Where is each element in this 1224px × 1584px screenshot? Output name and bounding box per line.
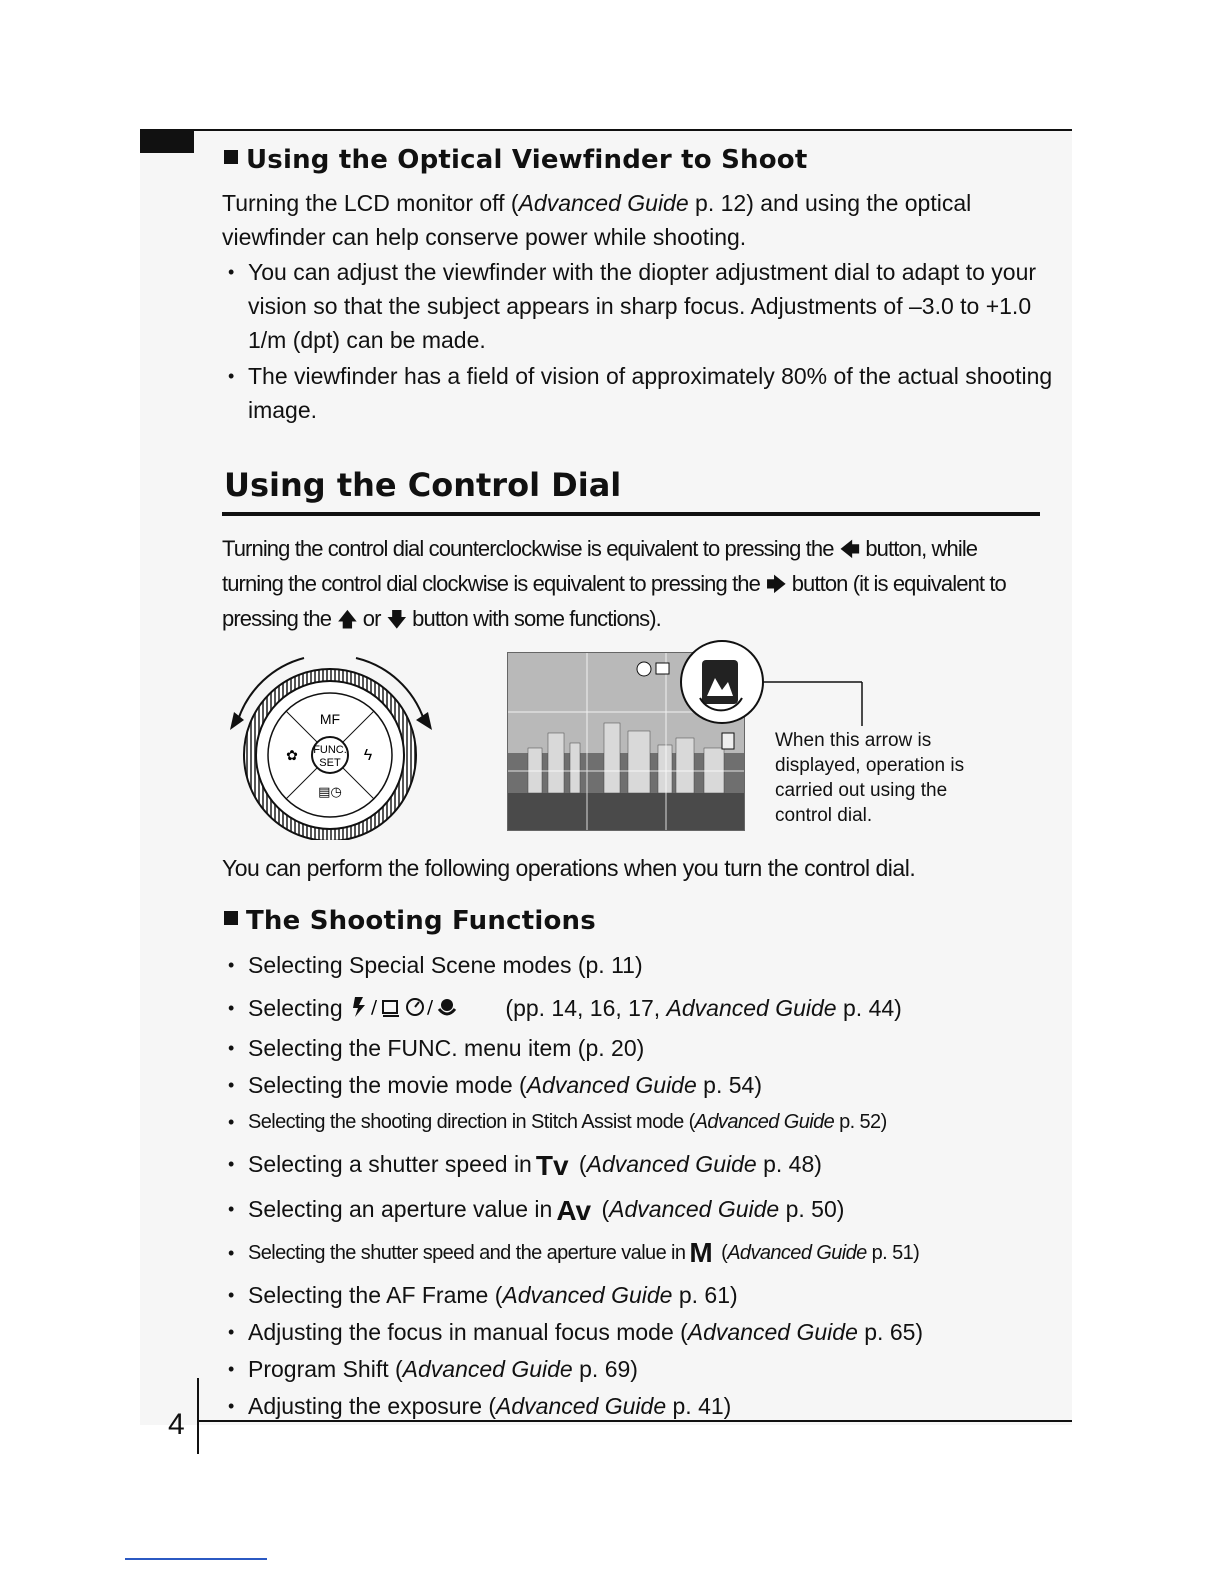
shooting-functions-list (226, 948, 1066, 1426)
viewfinder-intro: Turning the LCD monitor off (Advanced Guide p. 12) and using the optical viewfinder can help conserve power while shooting. (222, 190, 972, 250)
viewfinder-bullet-list (226, 255, 1066, 427)
set-label: SET (319, 757, 341, 769)
footer-vertical-rule (197, 1378, 199, 1454)
top-rule (140, 129, 1072, 131)
list-item: • Program Shift (Advanced Guide p. 69) (226, 1352, 1066, 1386)
square-bullet-icon (224, 150, 238, 164)
control-dial-description: Turning the control dial counterclockwise is equivalent to pressing the 🡄 button, while turning the control dial clockwise is equivalent to pressing the 🡆 button (it is equivalent to pressing the 🡅 or 🡇 button with some functions). (222, 536, 1006, 631)
callout-magnifier (676, 638, 876, 730)
mode-indicator-icon (702, 660, 738, 704)
shake-warning-icon (722, 733, 734, 749)
clockwise-arrow-icon (416, 712, 432, 730)
flash-icon: ϟ (363, 747, 373, 764)
flash-drive-selftimer-macro-icons (349, 994, 499, 1028)
page-number: 4 (168, 1408, 185, 1441)
func-label: FUNC. (313, 744, 347, 756)
footer-rule (197, 1420, 1072, 1422)
control-dial-illustration (226, 650, 436, 840)
list-item: • The viewfinder has a field of vision of approximately 80% of the actual shooting image. (226, 359, 1066, 427)
control-dial-heading: Using the Control Dial (224, 466, 622, 504)
drive-selftimer-icon: ▤◷ (318, 784, 342, 799)
svg-text:/: / (427, 997, 434, 1018)
shooting-functions-heading: The Shooting Functions (224, 906, 596, 936)
list-item: • Selecting / / (pp. 14, 16, 17, Advanced Guide p. 44) (226, 991, 1066, 1028)
list-item: • You can adjust the viewfinder with the diopter adjustment dial to adapt to your vision so that the subject appears in sharp focus. Adjustments of –3.0 to +1.0 1/m (dpt) can be made. (226, 255, 1066, 357)
list-item: • Selecting the AF Frame (Advanced Guide p. 61) (226, 1278, 1066, 1312)
up-arrow-icon: 🡅 (337, 609, 357, 631)
right-arrow-icon: 🡆 (765, 574, 786, 596)
tv-mode-icon: Tv (535, 1150, 569, 1181)
list-item: • Selecting a shutter speed in Tv (Advanced Guide p. 48) (226, 1147, 1066, 1183)
counterclockwise-arrow-icon (230, 712, 244, 730)
list-item: • Adjusting the focus in manual focus mode (Advanced Guide p. 65) (226, 1315, 1066, 1349)
list-item: • Selecting Special Scene modes (p. 11) (226, 948, 1066, 982)
section-rule (222, 512, 1040, 516)
mf-label: MF (319, 711, 341, 727)
list-item: • Selecting the FUNC. menu item (p. 20) (226, 1031, 1066, 1065)
viewfinder-heading: Using the Optical Viewfinder to Shoot (224, 145, 808, 175)
list-item: • Selecting the shooting direction in Stitch Assist mode (Advanced Guide p. 52) (226, 1105, 1066, 1139)
svg-text:/: / (371, 997, 378, 1018)
down-arrow-icon: 🡇 (386, 609, 407, 631)
callout-caption: When this arrow is displayed, operation is carried out using the control dial. (775, 730, 965, 826)
list-item: • Selecting an aperture value in Av (Advanced Guide p. 50) (226, 1192, 1066, 1228)
section-tab-marker (140, 131, 194, 153)
left-arrow-icon: 🡄 (839, 539, 860, 561)
operations-intro: You can perform the following operations when you turn the control dial. (222, 855, 916, 881)
display-icon (656, 663, 669, 674)
scan-mark-line (125, 1558, 267, 1560)
manual-mode-icon: M (689, 1237, 713, 1268)
square-bullet-icon (224, 911, 238, 925)
list-item: • Adjusting the exposure (Advanced Guide p. 41) (226, 1389, 1066, 1423)
macro-icon: ✿ (286, 747, 298, 763)
control-dial-graphic (226, 650, 436, 840)
list-item: • Selecting the movie mode (Advanced Guide p. 54) (226, 1068, 1066, 1102)
av-mode-icon: Av (556, 1195, 592, 1226)
ev-icon (637, 662, 651, 676)
list-item: • Selecting the shutter speed and the aperture value in M (Advanced Guide p. 51) (226, 1236, 1066, 1270)
